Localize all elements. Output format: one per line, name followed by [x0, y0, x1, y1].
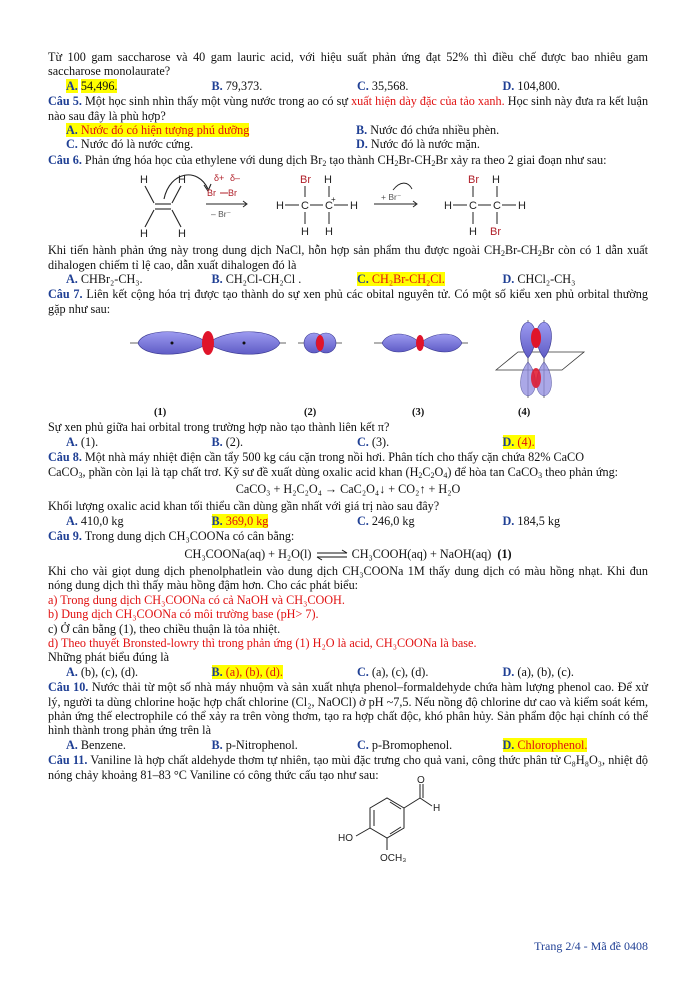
bromide-attack-label: + Br⁻: [381, 192, 402, 203]
figure-label-3: (3): [412, 407, 425, 419]
atom-c: C: [325, 200, 333, 213]
q6-stem: Câu 6. Phản ứng hóa học của ethylene với dung dịch $Br_2$ tạo thành $CH_2Br-CH_2Br$ xảy ra theo 2 giai đoạn như sau:: [48, 152, 607, 168]
q8-option-a[interactable]: A. 410,0 kg: [66, 513, 124, 528]
atom-h: H: [301, 226, 309, 239]
exam-page: [48, 50, 648, 864]
q10-option-b[interactable]: B. p-Nitrophenol.: [211, 737, 298, 752]
delta-plus: δ+: [214, 173, 225, 184]
atom-br: Br: [468, 174, 479, 187]
atom-br: Br: [490, 226, 501, 239]
q5-option-a[interactable]: A. Nước đó có hiện tượng phú dưỡng: [66, 123, 250, 138]
q4-option-c[interactable]: C. 35,568.: [357, 78, 409, 93]
q8-stem-cont: CaCO$_3$, phần còn lại là tạp chất trơ. Kỹ sư đề xuất dùng oxalic acid khan $(H_2C_2O_4)$ để hòa tan CaCO$_3$ theo phản ứng:: [48, 464, 619, 480]
q6-option-c[interactable]: C. CH₂Br-CH₂Cl.: [357, 272, 445, 287]
figure-label-4: (4): [518, 407, 531, 419]
q9-question: Những phát biểu đúng là: [48, 650, 170, 665]
q5-options-row2: [66, 137, 648, 151]
atom-h: H: [324, 174, 332, 187]
atom-h: H: [469, 226, 477, 239]
atom-c: C: [469, 200, 477, 213]
orbital-overlap-figure: [48, 318, 648, 404]
q6-option-a[interactable]: A. CHBr₂-CH₃.: [66, 272, 143, 287]
q5-options-row1: [66, 123, 648, 137]
orbital-overlap-2: [298, 333, 342, 353]
page-footer: Trang 2/4 - Mã đề 0408: [534, 939, 648, 953]
q7-option-a[interactable]: A. (1).: [66, 434, 99, 449]
q4-option-a[interactable]: A. 54,496.: [66, 78, 118, 93]
q7-question: Sự xen phủ giữa hai orbital trong trường hợp nào tạo thành liên kết π?: [48, 420, 390, 435]
q6-option-b[interactable]: B. CH₂Cl-CH₂Cl .: [211, 272, 302, 287]
vaniline-structure: [48, 775, 648, 865]
q9-statement-d: d) Theo thuyết Bronsted-lowry thì trong phản ứng (1) H₂O là acid, CH₃COONa là base.: [48, 635, 477, 650]
orbital-overlap-3: [374, 334, 468, 352]
atom-h: H: [178, 228, 186, 241]
q4-option-d[interactable]: D. 104,800.: [502, 78, 561, 93]
q10-option-a[interactable]: A. Benzene.: [66, 737, 126, 752]
q10-stem: Câu 10. Nước thải từ một số nhà máy nhuộm và sản xuất nhựa phenol–formaldehyde chứa hàm lượng phenol cao. Để xử lý, người ta dùng chlorine hoặc hợp chất chlorine (Cl₂, NaOCl) ở pH ~7,5. Nếu nồng độ chlorine dư cao và kiểm soát kém, phản ứng thế electrophile có thể xảy ra trên vòng thơm, tạo ra hợp chất độc, khó phân hủy. Sản phẩm độc hại chính có thể hình thành trong phản ứng trên là: [48, 680, 648, 738]
hydroxy-label: HO: [338, 833, 353, 845]
q7-stem: Câu 7. Liên kết cộng hóa trị được tạo thành do sự xen phủ các obital nguyên tử. Có một số kiểu xen phủ orbital thường gặp như sau:: [48, 287, 648, 316]
atom-h: H: [178, 174, 186, 187]
figure-label-1: (1): [154, 407, 167, 419]
q11-stem: Câu 11. Vaniline là hợp chất aldehyde thơm tự nhiên, tạo mùi đặc trưng cho quả vani, công thức phân tử C₈H₈O₃, nhiệt độ nóng chảy khoảng 81–83 °C Vaniline có công thức cấu tạo như sau:: [48, 753, 648, 782]
q5-option-b[interactable]: B. Nước đó chứa nhiều phèn.: [356, 123, 500, 138]
orbital-overlap-1: [130, 331, 286, 355]
q8-option-d[interactable]: D. 184,5 kg: [502, 513, 561, 528]
atom-h: H: [350, 200, 358, 213]
q9-option-b[interactable]: B. (a), (b), (d).: [211, 664, 283, 679]
q9-statement-b: b) Dung dịch CH₃COONa có môi trường base (pH> 7).: [48, 607, 319, 622]
q9-option-c[interactable]: C. (a), (c), (d).: [357, 664, 429, 679]
atom-h: H: [140, 174, 148, 187]
atom-br: Br: [300, 174, 311, 187]
q9-stem: Câu 9. Trong dung dịch CH₃COONa có cân bằng:: [48, 529, 295, 544]
figure-label-2: (2): [304, 407, 317, 419]
q9-statement-c: c) Ở cân bằng (1), theo chiều thuận là tỏa nhiệt.: [48, 621, 281, 636]
methoxy-label: OCH₃: [380, 853, 407, 865]
q8-option-b[interactable]: B. 369,0 kg: [211, 513, 269, 528]
q7-option-d[interactable]: D. (4).: [502, 434, 535, 449]
q4-stem: Từ 100 gam saccharose và 40 gam lauric acid, với hiệu suất phản ứng đạt 52% thì điều chế được bao nhiêu gam saccharose monolaurate?: [48, 50, 648, 79]
q7-options: [66, 435, 648, 449]
q6-options: [66, 272, 648, 286]
q7-option-b[interactable]: B. (2).: [211, 434, 243, 449]
atom-h: H: [140, 228, 148, 241]
q10-options: [66, 738, 648, 752]
q9-option-d[interactable]: D. (a), (b), (c).: [502, 664, 574, 679]
q8-option-c[interactable]: C. 246,0 kg: [357, 513, 415, 528]
q9-paragraph: Khi cho vài giọt dung dịch phenolphatlein vào dung dịch CH₃COONa 1M thấy dung dịch có màu hồng nhạt. Khi đun nóng dung dịch thì thấy màu hồng đậm hơn. Cho các phát biểu:: [48, 563, 648, 593]
ethylene-bromination-scheme: [48, 169, 648, 241]
q7-option-c[interactable]: C. (3).: [357, 434, 390, 449]
q9-equilibrium: CH₃COONa(aq) + H₂O(l) CH₃COOH(aq) + NaOH(aq) (1): [184, 546, 512, 561]
q4-options: [66, 79, 648, 93]
q6-option-d[interactable]: D. CHCl₂-CH₃: [502, 272, 576, 287]
q10-option-c[interactable]: C. p-Bromophenol.: [357, 737, 453, 752]
q4-option-b[interactable]: B. 79,373.: [211, 78, 263, 93]
q9-statement-a: a) Trong dung dịch CH₃COONa có cả NaOH và CH₃COOH.: [48, 592, 345, 607]
atom-h: H: [444, 200, 452, 213]
atom-c: C: [493, 200, 501, 213]
q8-question: Khối lượng oxalic acid khan tối thiểu cần dùng gần nhất với giá trị nào sau đây?: [48, 499, 440, 514]
q9-option-a[interactable]: A. (b), (c), (d).: [66, 664, 139, 679]
q6-after: Khi tiến hành phản ứng này trong dung dịch NaCl, hỗn hợp sản phẩm thu được ngoài $CH_2Br-CH_2Br$ còn có 1 dẫn xuất dihalogen chiếm tỉ lệ cao, dẫn xuất dihalogen đó là: [48, 243, 648, 272]
atom-br: Br: [228, 188, 237, 199]
orbital-figure-labels: [48, 406, 648, 420]
q8-stem: Câu 8. Một nhà máy nhiệt điện cần tẩy 500 kg cáu cặn trong nồi hơi. Phân tích cho thấy cặn chứa 82% CaCO: [48, 450, 584, 465]
atom-br: Br: [207, 188, 216, 199]
atom-o: O: [417, 775, 425, 787]
positive-charge: +: [331, 195, 336, 205]
atom-h: H: [492, 174, 500, 187]
equilibrium-arrows-icon: [315, 550, 349, 560]
q5-option-d[interactable]: D. Nước đó là nước mặn.: [356, 137, 480, 152]
orbital-overlap-4: [496, 320, 584, 398]
atom-h: H: [276, 200, 284, 213]
atom-h: H: [518, 200, 526, 213]
q10-option-d[interactable]: D. Chlorophenol.: [502, 737, 588, 752]
q5-stem: Câu 5. Một học sinh nhìn thấy một vùng nước trong ao có sự xuất hiện dày đặc của tảo xanh. Học sinh này đưa ra kết luận nào sau đây là phù hợp?: [48, 94, 649, 123]
q9-options: [66, 665, 648, 679]
atom-h: H: [325, 226, 333, 239]
atom-c: C: [301, 200, 309, 213]
q8-options: [66, 514, 648, 528]
atom-h: H: [433, 803, 441, 815]
q5-option-c[interactable]: C. Nước đó là nước cứng.: [66, 137, 194, 152]
delta-minus: δ–: [230, 173, 241, 184]
q8-equation: CaCO₃ + H₂C₂O₄ → CaC₂O₄↓ + CO₂↑ + H₂O: [235, 481, 461, 496]
bromide-loss-label: – Br⁻: [211, 209, 232, 220]
